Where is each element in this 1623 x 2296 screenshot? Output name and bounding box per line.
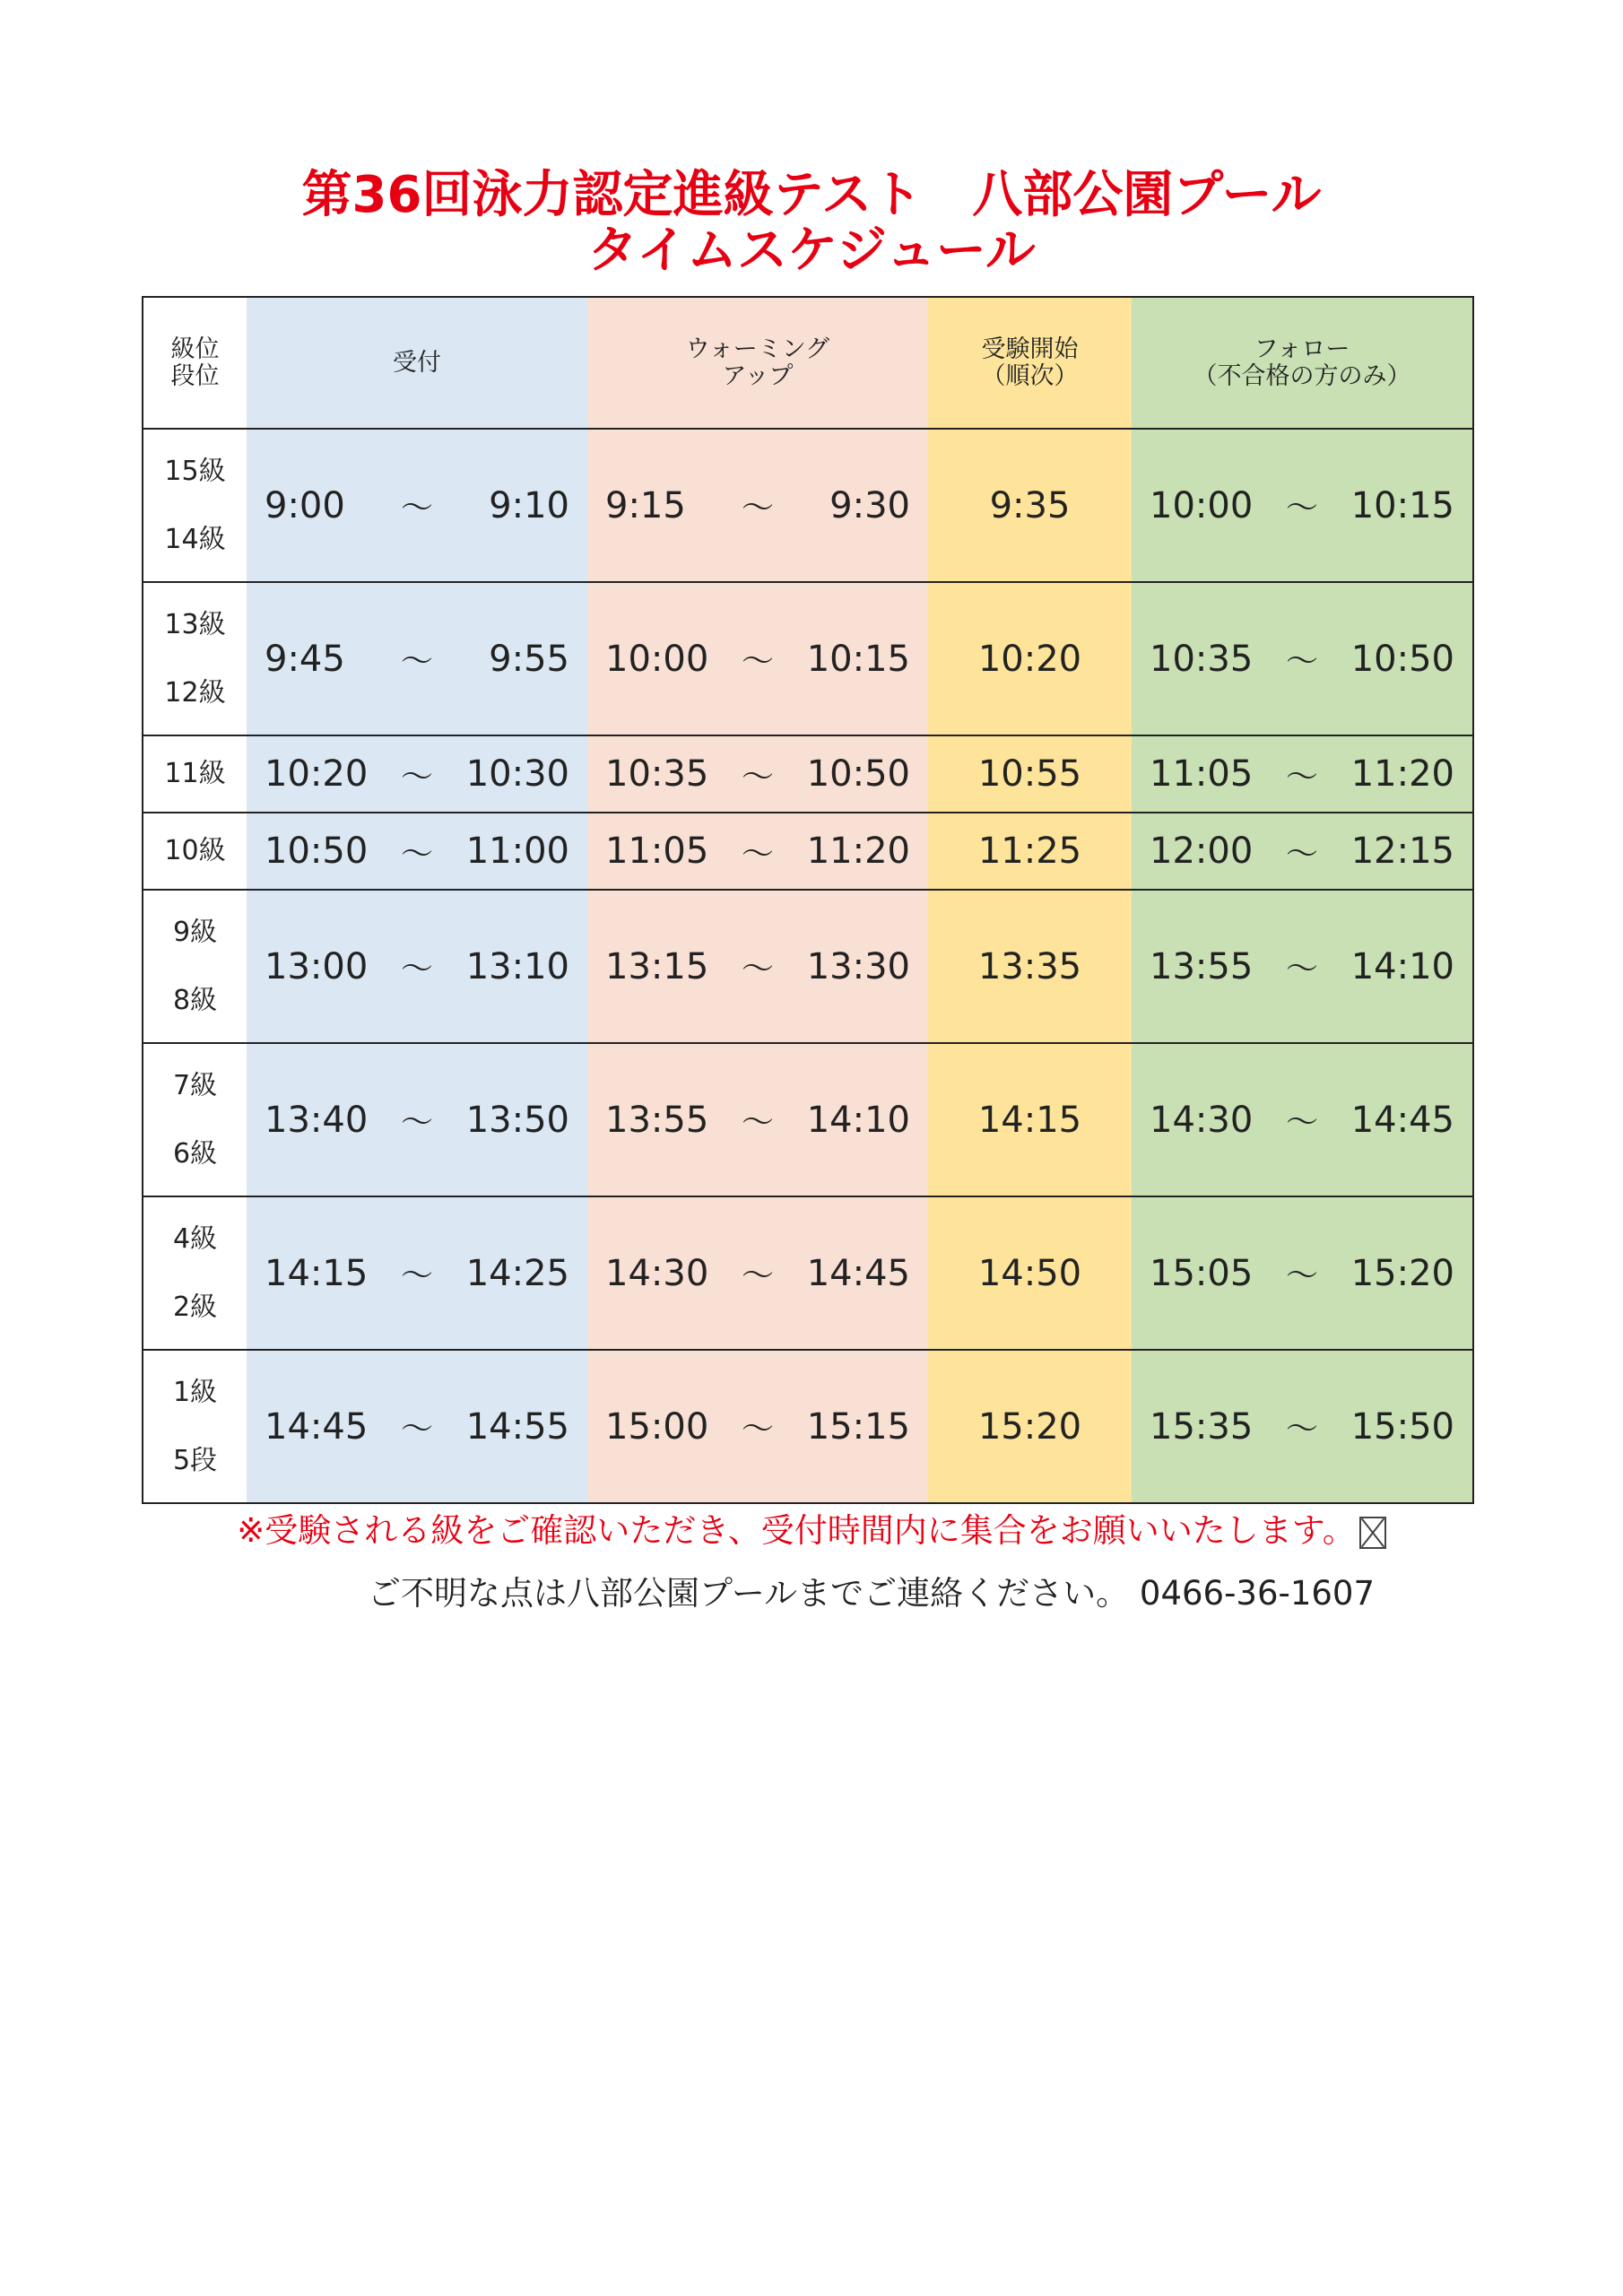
follow-cell <box>1132 1043 1473 1196</box>
warmup-from: 13:55 <box>605 1099 709 1141</box>
header-reception: 受付 <box>247 297 587 429</box>
start-time: 15:20 <box>977 1405 1082 1448</box>
grade-label: 1級 <box>172 1376 218 1408</box>
start-time: 14:50 <box>977 1252 1082 1294</box>
start-time: 13:35 <box>977 945 1082 987</box>
grade-label: 7級 <box>172 1069 218 1101</box>
follow-from: 11:05 <box>1150 753 1254 795</box>
warmup-cell <box>587 813 928 890</box>
header-start-line1: 受験開始 <box>981 335 1079 363</box>
follow-from: 12:00 <box>1150 831 1254 872</box>
reception-to: 13:50 <box>465 1099 569 1141</box>
reception-cell <box>247 890 587 1043</box>
tilde: ～ <box>741 1257 774 1294</box>
tilde: ～ <box>1285 643 1318 680</box>
warmup-from: 15:00 <box>605 1405 709 1448</box>
follow-from: 13:55 <box>1150 945 1254 987</box>
warmup-cell <box>587 735 928 813</box>
start-cell <box>928 429 1132 582</box>
reception-from: 10:50 <box>265 831 369 872</box>
follow-cell <box>1132 813 1473 890</box>
header-follow-line1: フォロー <box>1254 335 1350 363</box>
header-grade <box>143 297 247 429</box>
table-row <box>143 429 1473 582</box>
follow-to: 12:15 <box>1350 831 1454 872</box>
tilde: ～ <box>1285 1104 1318 1141</box>
table-row <box>143 1196 1473 1350</box>
tilde: ～ <box>1285 1411 1318 1448</box>
grade-cell <box>143 582 247 735</box>
warmup-from: 10:00 <box>605 638 709 680</box>
grade-cell <box>143 890 247 1043</box>
warmup-from: 13:15 <box>605 945 709 987</box>
tilde: ～ <box>741 835 774 873</box>
follow-from: 15:35 <box>1150 1405 1254 1448</box>
warmup-cell <box>587 1196 928 1350</box>
tilde: ～ <box>741 1411 774 1448</box>
tilde: ～ <box>400 758 433 796</box>
tilde: ～ <box>400 835 433 873</box>
tilde: ～ <box>400 1104 433 1141</box>
reception-to: 14:25 <box>465 1252 569 1294</box>
page-subtitle: タイムスケジュール <box>587 222 1036 280</box>
tilde: ～ <box>741 643 774 680</box>
warmup-to: 13:30 <box>806 945 910 987</box>
schedule-table <box>142 296 1474 1504</box>
reception-cell <box>247 1043 587 1196</box>
tilde: ～ <box>400 1411 433 1448</box>
tilde: ～ <box>741 1104 774 1141</box>
grade-cell <box>143 429 247 582</box>
follow-to: 10:50 <box>1350 638 1454 680</box>
warmup-to: 10:15 <box>806 638 910 680</box>
tilde: ～ <box>1285 758 1318 796</box>
notice-text <box>0 1503 1623 1552</box>
warmup-from: 11:05 <box>605 831 709 872</box>
header-row <box>143 297 1473 429</box>
header-follow-line2: （不合格の方のみ） <box>1193 361 1411 390</box>
grade-label: 12級 <box>164 676 226 709</box>
reception-to: 9:55 <box>489 638 569 680</box>
tilde: ～ <box>400 643 433 680</box>
start-cell <box>928 1196 1132 1350</box>
follow-cell <box>1132 735 1473 813</box>
warmup-to: 11:20 <box>806 831 910 872</box>
grade-cell <box>143 1350 247 1503</box>
grade-cell <box>143 1043 247 1196</box>
table-row <box>143 890 1473 1043</box>
start-cell <box>928 582 1132 735</box>
tilde: ～ <box>400 951 433 987</box>
reception-from: 14:45 <box>265 1405 369 1448</box>
start-cell <box>928 1350 1132 1503</box>
reception-from: 9:45 <box>265 638 345 680</box>
header-warmup-line2: アップ <box>722 361 794 390</box>
header-grade-line2: 段位 <box>170 361 220 390</box>
header-start-line2: （順次） <box>981 361 1079 390</box>
grade-label: 10級 <box>164 835 226 866</box>
header-warmup-line1: ウォーミング <box>685 335 830 363</box>
follow-to: 15:20 <box>1350 1252 1454 1294</box>
warmup-from: 10:35 <box>605 753 709 795</box>
grade-label: 5段 <box>172 1444 218 1476</box>
warmup-to: 9:30 <box>829 484 910 526</box>
reception-cell <box>247 1196 587 1350</box>
follow-from: 10:00 <box>1150 484 1254 526</box>
follow-from: 15:05 <box>1150 1252 1254 1294</box>
start-time: 11:25 <box>977 831 1082 872</box>
warmup-cell <box>587 429 928 582</box>
header-follow <box>1132 297 1473 429</box>
grade-label: 4級 <box>172 1222 218 1255</box>
start-cell <box>928 735 1132 813</box>
warmup-cell <box>587 582 928 735</box>
warmup-cell <box>587 1043 928 1196</box>
table-row <box>143 1043 1473 1196</box>
reception-cell <box>247 582 587 735</box>
follow-to: 14:10 <box>1350 945 1454 987</box>
header-start <box>928 297 1132 429</box>
header-grade-line1: 級位 <box>170 335 220 363</box>
table-row <box>143 813 1473 890</box>
reception-cell <box>247 735 587 813</box>
tilde: ～ <box>1285 490 1318 526</box>
start-time: 14:15 <box>977 1099 1082 1141</box>
warmup-to: 10:50 <box>806 753 910 795</box>
follow-cell <box>1132 429 1473 582</box>
reception-from: 14:15 <box>265 1252 369 1294</box>
reception-cell <box>247 429 587 582</box>
follow-cell <box>1132 1350 1473 1503</box>
tilde: ～ <box>741 758 774 796</box>
warmup-cell <box>587 1350 928 1503</box>
tilde: ～ <box>400 490 433 526</box>
tilde: ～ <box>741 951 774 987</box>
grade-label: 6級 <box>172 1137 218 1170</box>
reception-from: 13:00 <box>265 945 369 987</box>
follow-to: 10:15 <box>1350 484 1454 526</box>
page-title: 第36回泳力認定進級テスト 八部公園プール <box>301 166 1322 224</box>
warmup-to: 15:15 <box>806 1405 910 1448</box>
reception-cell <box>247 813 587 890</box>
follow-to: 15:50 <box>1350 1405 1454 1448</box>
start-cell <box>928 813 1132 890</box>
warmup-to: 14:10 <box>806 1099 910 1141</box>
start-cell <box>928 1043 1132 1196</box>
warmup-from: 9:15 <box>605 484 686 526</box>
start-time: 10:55 <box>977 753 1082 795</box>
reception-from: 10:20 <box>265 753 369 795</box>
header-warmup <box>587 297 928 429</box>
notice-text-body: ※受験される級をご確認いただき、受付時間内に集合をお願いいたします。 <box>237 1511 1356 1550</box>
grade-cell <box>143 735 247 813</box>
tilde: ～ <box>1285 951 1318 987</box>
follow-from: 14:30 <box>1150 1099 1254 1141</box>
reception-to: 9:10 <box>489 484 569 526</box>
grade-label: 9級 <box>172 916 218 948</box>
grade-cell <box>143 813 247 890</box>
grade-cell <box>143 1196 247 1350</box>
follow-to: 14:45 <box>1350 1099 1454 1141</box>
tilde: ～ <box>1285 835 1318 873</box>
table-row <box>143 582 1473 735</box>
warmup-to: 14:45 <box>806 1252 910 1294</box>
start-cell <box>928 890 1132 1043</box>
tilde: ～ <box>741 490 774 526</box>
tilde: ～ <box>1285 1257 1318 1294</box>
reception-to: 11:00 <box>465 831 569 872</box>
table-row <box>143 1350 1473 1503</box>
grade-label: 15級 <box>164 455 226 487</box>
grade-label: 8級 <box>172 984 218 1016</box>
reception-to: 10:30 <box>465 753 569 795</box>
reception-from: 9:00 <box>265 484 345 526</box>
grade-label: 11級 <box>164 758 226 789</box>
grade-label: 2級 <box>172 1291 218 1323</box>
follow-cell <box>1132 890 1473 1043</box>
reception-from: 13:40 <box>265 1099 369 1141</box>
start-time: 9:35 <box>989 484 1071 526</box>
follow-from: 10:35 <box>1150 638 1254 680</box>
follow-to: 11:20 <box>1350 753 1454 795</box>
tilde: ～ <box>400 1257 433 1294</box>
warmup-from: 14:30 <box>605 1252 709 1294</box>
reception-cell <box>247 1350 587 1503</box>
missing-glyph-box-icon <box>1359 1517 1386 1549</box>
contact-text: ご不明な点は八部公園プールまでご連絡ください。 0466-36-1607 <box>368 1574 1376 1613</box>
grade-label: 13級 <box>164 608 226 640</box>
reception-to: 14:55 <box>465 1405 569 1448</box>
reception-to: 13:10 <box>465 945 569 987</box>
follow-cell <box>1132 582 1473 735</box>
grade-label: 14級 <box>164 523 226 555</box>
follow-cell <box>1132 1196 1473 1350</box>
table-row <box>143 735 1473 813</box>
warmup-cell <box>587 890 928 1043</box>
start-time: 10:20 <box>977 638 1082 680</box>
